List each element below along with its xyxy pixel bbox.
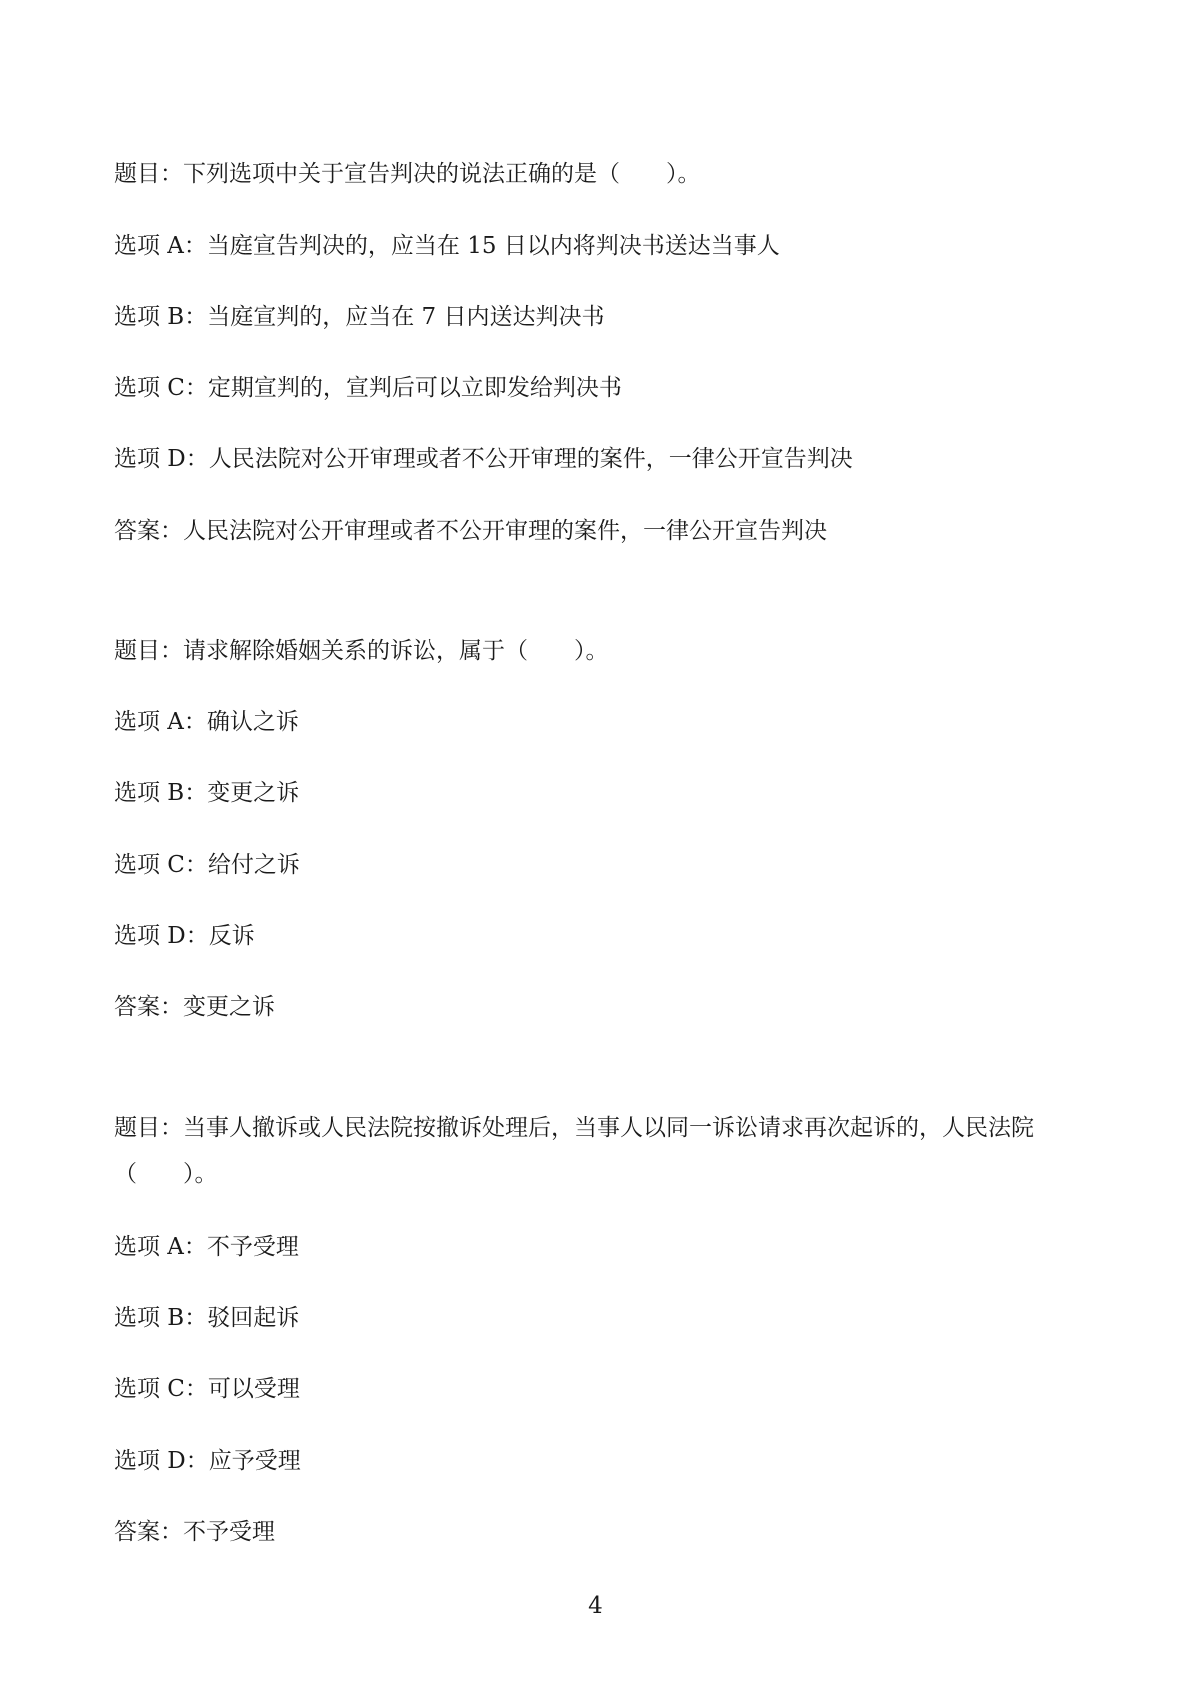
question-3-text: 题目：当事人撤诉或人民法院按撤诉处理后，当事人以同一诉讼请求再次起诉的，人民法院（ ）。 [114, 1115, 1034, 1187]
question-2-text: 题目：请求解除婚姻关系的诉讼，属于（ ）。 [114, 638, 609, 664]
question-1-option-a: 选项 A：当庭宣告判决的，应当在 15 日以内将判决书送达当事人 [114, 233, 780, 259]
question-2-answer: 答案：变更之诉 [114, 994, 275, 1020]
question-1-option-d: 选项 D：人民法院对公开审理或者不公开审理的案件，一律公开宣告判决 [114, 446, 853, 472]
question-2-option-d: 选项 D：反诉 [114, 923, 255, 949]
question-3-option-d: 选项 D：应予受理 [114, 1448, 301, 1474]
question-2-option-b: 选项 B：变更之诉 [114, 780, 300, 806]
question-2-option-a: 选项 A：确认之诉 [114, 709, 299, 735]
question-1-option-c: 选项 C：定期宣判的，宣判后可以立即发给判决书 [114, 375, 622, 401]
question-2-option-c: 选项 C：给付之诉 [114, 852, 300, 878]
question-3-option-a: 选项 A：不予受理 [114, 1234, 299, 1260]
question-3-option-b: 选项 B：驳回起诉 [114, 1305, 300, 1331]
page-number: 4 [588, 1593, 603, 1619]
question-3-answer: 答案：不予受理 [114, 1519, 275, 1545]
question-3-option-c: 选项 C：可以受理 [114, 1376, 300, 1402]
question-1-option-b: 选项 B：当庭宣判的，应当在 7 日内送达判决书 [114, 304, 605, 330]
question-1-text: 题目：下列选项中关于宣告判决的说法正确的是（ ）。 [114, 161, 701, 187]
question-1-answer: 答案：人民法院对公开审理或者不公开审理的案件，一律公开宣告判决 [114, 518, 827, 544]
